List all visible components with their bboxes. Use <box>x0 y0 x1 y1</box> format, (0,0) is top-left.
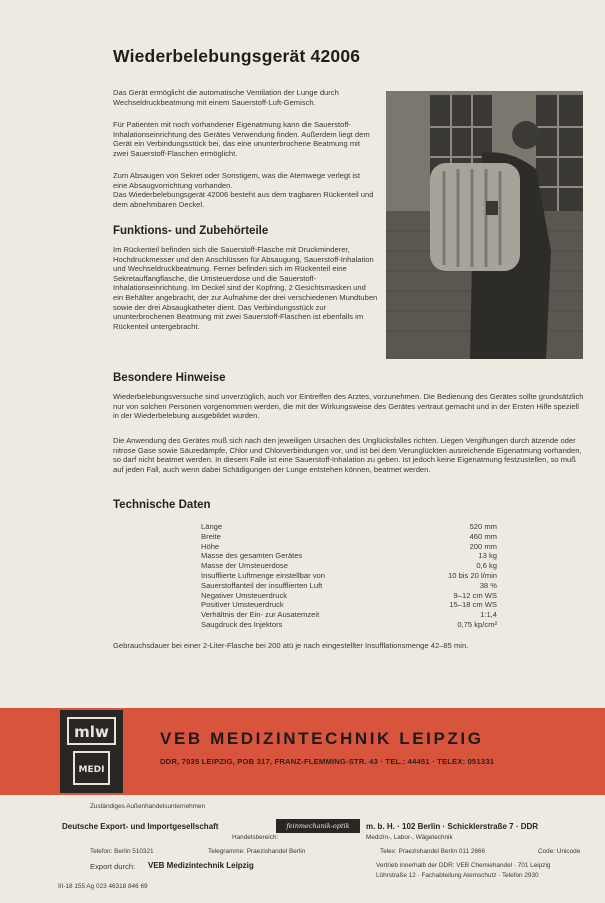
spec-label: Sauerstoffanteil der insufflierten Luft <box>201 580 323 590</box>
export-company-left: Deutsche Export- und Importgesellschaft <box>62 822 219 831</box>
spec-value: 200 mm <box>469 541 497 551</box>
intro-paragraph-3: Zum Absaugen von Sekret oder Sonstigem, was die Atemwege verlegt ist eine Absaugvorrichtung vorhanden. <box>113 171 360 190</box>
page-title: Wiederbelebungsgerät 42006 <box>113 46 361 66</box>
spec-value: 10 bis 20 l/min <box>448 570 497 580</box>
company-address: DDR, 7035 LEIPZIG, POB 317, FRANZ-FLEMMING-STR. 43 · TEL.: 44451 · TELEX: 051331 <box>160 757 495 766</box>
usage-duration-note: Gebrauchsdauer bei einer 2-Liter-Flasche bei 200 atü je nach eingestellter Insufflationsmenge 42–85 min. <box>113 641 469 650</box>
spec-label: Saugdruck des Injektors <box>201 619 283 629</box>
code-info: Code: Unicode <box>538 848 581 855</box>
spec-row <box>201 542 497 552</box>
spec-label: Masse der Umsteuerdose <box>201 561 288 571</box>
notes-paragraph-1: Wiederbelebungsversuche sind unverzüglich, auch vor Eintreffen des Arztes, vorzunehmen. Die Bedienung des Gerätes sollte grundsätzlich nur von solchen Personen vorgenommen werden, die mit der Wirkungsweise des Gerätes vertraut gemacht und in der Ersten Hilfe speziell in der Wiederbelebung ausgebildet wurden. <box>113 392 584 421</box>
telegram-info: Telegramme: Praezishandel Berlin <box>208 848 306 855</box>
spec-label: Länge <box>201 522 223 531</box>
spec-label: Negativer Umsteuerdruck <box>201 590 288 600</box>
handelsbereich-label: Handelsbereich: <box>232 834 279 841</box>
spec-table <box>201 522 497 630</box>
spec-row <box>201 561 497 571</box>
intro-paragraph-4: Das Wiederbelebungsgerät 42006 besteht aus dem tragbaren Rückenteil und dem abnehmbaren Deckel. <box>113 190 374 209</box>
spec-row <box>201 581 497 591</box>
spec-row <box>201 522 497 532</box>
spec-label: Insufflierte Luftmenge einstellbar von <box>201 570 325 580</box>
mlw-logo-icon <box>60 710 123 793</box>
spec-row <box>201 571 497 581</box>
section-heading-specs: Technische Daten <box>113 499 211 511</box>
responsible-label: Zuständiges Außenhandelsunternehmen <box>90 803 206 810</box>
device-photo <box>386 91 583 359</box>
spec-value: 1:1,4 <box>480 610 497 620</box>
spec-label: Verhältnis der Ein- zur Ausatemzeit <box>201 610 320 620</box>
section-heading-parts: Funktions- und Zubehörteile <box>113 225 269 237</box>
notes-paragraph-2: Die Anwendung des Gerätes muß sich nach den jeweiligen Ursachen des Unglücksfalles richten. Liegen Vergiftungen durch ätzende oder nitrose Gase sowie Säuredämpfe, Chlor und Chlorverbindungen vor, und ist bei dem Verunglückten ausreichende Eigenatmung vorhanden, so darf nicht beatmet werden. In diesem Falle ist eine Sauerstoff-Inhalation zu geben. Ist jedoch keine Eigenatmung festzustellen, so muß auf jeden Fall, auch wenn dabei Schädigungen der Lunge entstehen können, beatmet werden. <box>113 436 582 474</box>
domestic-distribution-address: Löhrstraße 12 · Fachabteilung Atemschutz · Telefon 2930 <box>376 872 539 879</box>
handelsbereich-value: Medizin-, Labor-, Wägetechnik <box>366 834 453 841</box>
spec-value: 38 % <box>479 580 497 590</box>
spec-label: Positiver Umsteuerdruck <box>201 600 284 610</box>
phone-info: Telefon: Berlin 510321 <box>90 848 154 855</box>
spec-value: 520 mm <box>469 522 497 531</box>
section-heading-notes: Besondere Hinweise <box>113 372 226 384</box>
spec-value: 9–12 cm WS <box>453 590 497 600</box>
spec-label: Breite <box>201 531 221 541</box>
export-via-value: VEB Medizintechnik Leipzig <box>148 861 254 870</box>
domestic-distribution: Vertrieb innerhalb der DDR: VEB Chemiehandel · 701 Leipzig <box>376 862 551 869</box>
export-via-label: Export durch: <box>90 862 136 871</box>
catalog-number: III-18 155 Ag 023 46318 846 69 <box>58 883 148 890</box>
spec-label: Höhe <box>201 541 220 551</box>
spec-value: 13 kg <box>478 551 497 561</box>
spec-value: 460 mm <box>469 531 497 541</box>
spec-row <box>201 620 497 630</box>
logo-top-text: mlw <box>74 723 109 741</box>
export-company-right: m. b. H. · 102 Berlin · Schicklerstraße 7 · DDR <box>366 822 539 831</box>
company-logo <box>60 710 123 793</box>
export-signature-logo: feinmechanik-optik <box>276 819 360 833</box>
spec-row <box>201 532 497 542</box>
company-name: VEB MEDIZINTECHNIK LEIPZIG <box>160 729 484 748</box>
logo-bottom-text: MEDI <box>78 765 105 775</box>
spec-label: Masse des gesamten Gerätes <box>201 551 303 561</box>
spec-row <box>201 600 497 610</box>
parts-paragraph: Im Rückenteil befinden sich die Sauerstoff-Flasche mit Druckminderer, Hochdruckmesser und den Anschlüssen für Absaugung, Sauerstoff-Inhalation und Wechseldruckbeatmung. Ferner befinden sich im Rückenteil eine Sekretauffangflasche, die Umsteuerdose und die Sauerstoff-Inhalationseinrichtung. Im Deckel sind der Kopfring, 2 Gesichtsmasken und ein Behälter angebracht, der zur Aufnahme der drei verschiedenen Mundtuben sowie der drei Absaugkatheter dient. Das Verbindungsstück zur ununterbrochenen Beatmung mit zwei Sauerstoff-Flaschen ist ebenfalls im Rückenteil untergebracht. <box>113 245 378 331</box>
intro-paragraph-1: Das Gerät ermöglicht die automatische Ventilation der Lunge durch Wechseldruckbeatmung mit einem Sauerstoff-Luft-Gemisch. <box>113 88 339 107</box>
spec-value: 0,75 kp/cm² <box>457 619 497 629</box>
spec-row <box>201 591 497 601</box>
spec-row <box>201 610 497 620</box>
spec-row <box>201 551 497 561</box>
telex-info: Telex: Praezishandel Berlin 011 2666 <box>380 848 486 855</box>
man-with-backpack-image <box>386 91 583 359</box>
intro-paragraph-2: Für Patienten mit noch vorhandener Eigenatmung kann die Sauerstoff-Inhalationseinrichtung des Gerätes Verwendung finden. Außerdem liegt dem Gerät ein Verbindungsstück bei, das eine ununterbrochene Beatmung mit zwei Sauerstoff-Flaschen ermöglicht. <box>113 120 370 158</box>
spec-value: 15–18 cm WS <box>449 600 497 610</box>
spec-value: 0,6 kg <box>476 561 497 571</box>
